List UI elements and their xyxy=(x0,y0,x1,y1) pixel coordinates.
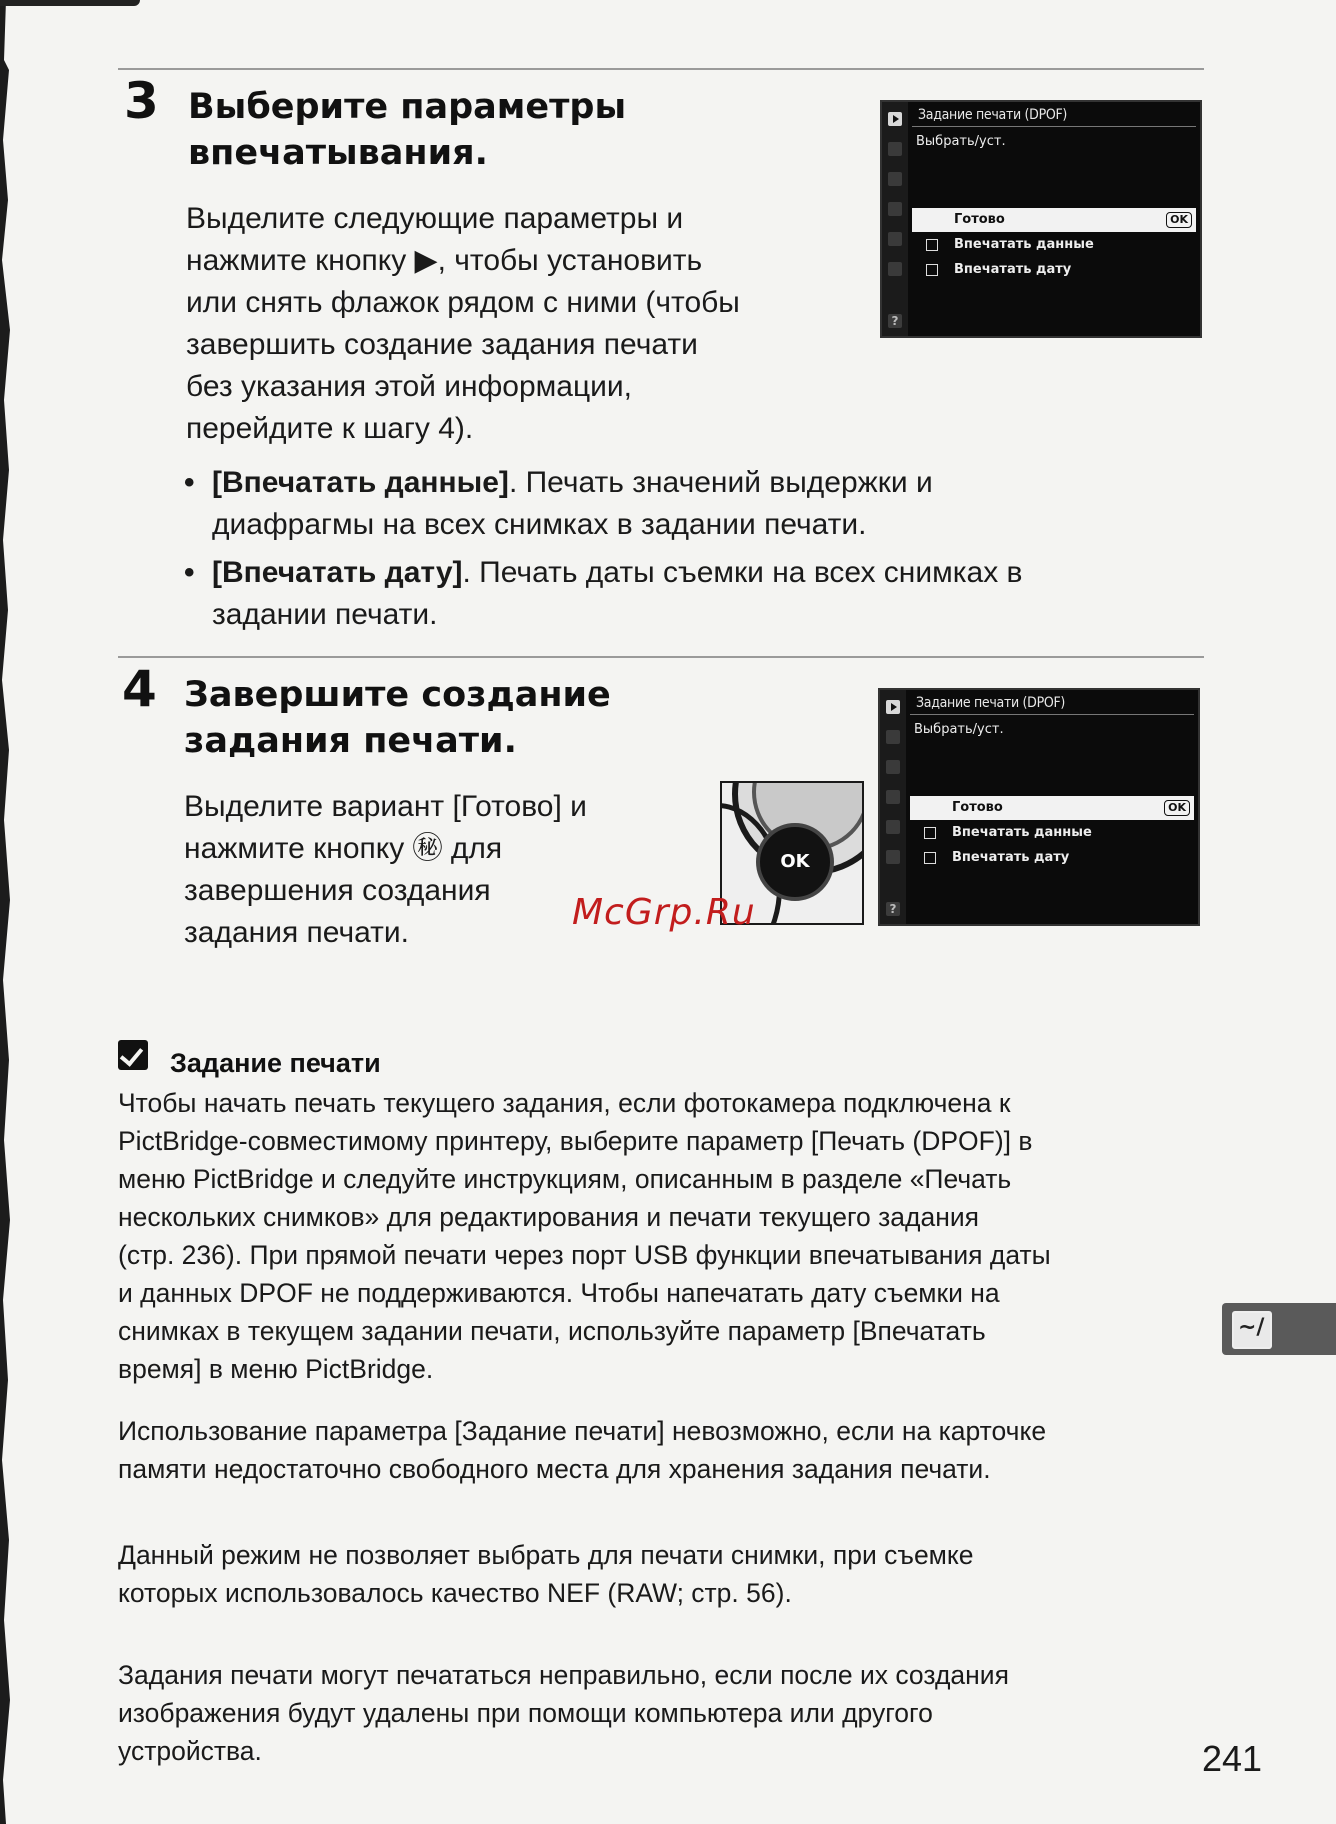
instruction-line: нажмите кнопку ▶, чтобы установить xyxy=(186,244,703,277)
ok-button-icon: OK xyxy=(756,823,834,901)
setup-menu-icon xyxy=(888,202,902,216)
recent-settings-icon xyxy=(886,850,900,864)
note-paragraph xyxy=(118,1656,1208,1770)
step-title xyxy=(184,672,611,764)
bullet-line: задании печати. xyxy=(212,598,438,631)
menu-item-done[interactable] xyxy=(912,208,1196,232)
checkmark-note-icon xyxy=(118,1040,148,1070)
section-divider xyxy=(118,656,1204,658)
note-line: устройства. xyxy=(118,1736,262,1766)
help-icon: ? xyxy=(888,314,902,328)
menu-item-imprint-data[interactable] xyxy=(912,233,1196,257)
step-title-line: Выберите параметры xyxy=(188,87,627,127)
instruction-line: перейдите к шагу 4). xyxy=(186,412,474,445)
shooting-menu-icon xyxy=(886,730,900,744)
step-title xyxy=(188,84,626,176)
section-tab xyxy=(1222,1303,1336,1355)
retouch-menu-icon xyxy=(888,232,902,246)
screen-subtitle: Выбрать/уст. xyxy=(916,134,1006,149)
instruction-line: завершения создания xyxy=(184,874,491,907)
note-line: Данный режим не позволяет выбрать для печати снимки, при съемке xyxy=(118,1540,974,1570)
note-line: Задания печати могут печататься неправильно, если после их создания xyxy=(118,1660,1009,1690)
menu-item-label: Впечатать дату xyxy=(952,850,1070,865)
playback-menu-icon xyxy=(886,700,900,714)
option-name: [Впечатать дату] xyxy=(212,556,463,589)
option-desc: . Печать значений выдержки и xyxy=(508,466,933,499)
step-number: 3 xyxy=(124,72,159,130)
instruction-line: нажмите кнопку ㊙ для xyxy=(184,832,503,865)
custom-settings-icon xyxy=(888,172,902,186)
note-paragraph xyxy=(118,1536,1208,1612)
step-instructions xyxy=(184,786,587,954)
menu-sidebar xyxy=(880,690,906,924)
instruction-line: Выделите вариант [Готово] и xyxy=(184,790,587,823)
camera-menu-screen xyxy=(880,100,1202,338)
camera-menu-screen xyxy=(878,688,1200,926)
instruction-line: задания печати. xyxy=(184,916,409,949)
menu-sidebar xyxy=(882,102,908,336)
bullet-item xyxy=(184,462,933,546)
checkbox-icon xyxy=(924,852,936,864)
section-divider xyxy=(118,68,1204,70)
step-instructions xyxy=(186,198,740,450)
menu-item-done[interactable] xyxy=(910,796,1194,820)
menu-item-imprint-data[interactable] xyxy=(910,821,1194,845)
screen-title-rule xyxy=(912,126,1196,127)
bullet-item xyxy=(184,552,1023,636)
retouch-menu-icon xyxy=(886,820,900,834)
menu-item-label: Впечатать дату xyxy=(954,262,1072,277)
bullet-line xyxy=(212,552,1022,594)
checkbox-icon xyxy=(926,239,938,251)
menu-item-label: Готово xyxy=(954,212,1005,227)
note-line: нескольких снимков» для редактирования и печати текущего задания xyxy=(118,1202,980,1232)
option-name: [Впечатать данные] xyxy=(212,466,509,499)
note-line: PictBridge-совместимому принтеру, выберите параметр [Печать (DPOF)] в xyxy=(118,1126,1033,1156)
note-line: которых использовалось качество NEF (RAW; стр. 56). xyxy=(118,1578,792,1608)
instruction-line: или снять флажок рядом с ними (чтобы xyxy=(186,286,740,319)
screen-title-rule xyxy=(910,714,1194,715)
checkbox-icon xyxy=(926,264,938,276)
shooting-menu-icon xyxy=(888,142,902,156)
screen-title: Задание печати (DPOF) xyxy=(918,107,1068,123)
section-icon-glyph: ~/ xyxy=(1238,1315,1265,1340)
screen-subtitle: Выбрать/уст. xyxy=(914,722,1004,737)
note-line: и данных DPOF не поддерживаются. Чтобы напечатать дату съемки на xyxy=(118,1278,1000,1308)
bullet-dot: • xyxy=(184,466,195,499)
connections-section-icon xyxy=(1232,1311,1272,1349)
instruction-line: завершить создание задания печати xyxy=(186,328,698,361)
menu-item-imprint-date[interactable] xyxy=(910,846,1194,870)
step-title-line: задания печати. xyxy=(184,721,517,761)
recent-settings-icon xyxy=(888,262,902,276)
watermark: McGrp.Ru xyxy=(572,892,756,933)
screen-title: Задание печати (DPOF) xyxy=(916,695,1066,711)
bullet-line: диафрагмы на всех снимках в задании печати. xyxy=(212,508,867,541)
page-number: 241 xyxy=(1202,1738,1263,1779)
binding-edge xyxy=(0,0,14,1824)
ok-badge: OK xyxy=(1166,212,1192,228)
note-line: меню PictBridge и следуйте инструкциям, описанным в разделе «Печать xyxy=(118,1164,1012,1194)
setup-menu-icon xyxy=(886,790,900,804)
note-line: изображения будут удалены при помощи компьютера или другого xyxy=(118,1698,933,1728)
step-title-line: Завершите создание xyxy=(184,675,611,715)
menu-item-label: Готово xyxy=(952,800,1003,815)
note-title: Задание печати xyxy=(170,1048,381,1078)
step-number: 4 xyxy=(122,660,157,718)
bullet-line xyxy=(212,462,933,504)
playback-menu-icon xyxy=(888,112,902,126)
help-icon: ? xyxy=(886,902,900,916)
note-line: Использование параметра [Задание печати] невозможно, если на карточке xyxy=(118,1416,1047,1446)
bullet-dot: • xyxy=(184,556,195,589)
top-edge-mark xyxy=(0,0,140,6)
note-line: (стр. 236). При прямой печати через порт USB функции впечатывания даты xyxy=(118,1240,1051,1270)
checkbox-icon xyxy=(924,827,936,839)
ok-badge: OK xyxy=(1164,800,1190,816)
note-line: время] в меню PictBridge. xyxy=(118,1354,434,1384)
note-line: Чтобы начать печать текущего задания, если фотокамера подключена к xyxy=(118,1088,1011,1118)
option-desc: . Печать даты съемки на всех снимках в xyxy=(462,556,1023,589)
custom-settings-icon xyxy=(886,760,900,774)
menu-item-label: Впечатать данные xyxy=(952,825,1092,840)
instruction-line: Выделите следующие параметры и xyxy=(186,202,684,235)
menu-item-imprint-date[interactable] xyxy=(912,258,1196,282)
menu-item-label: Впечатать данные xyxy=(954,237,1094,252)
instruction-line: без указания этой информации, xyxy=(186,370,632,403)
step-title-line: впечатывания. xyxy=(188,133,488,173)
note-line: снимках в текущем задании печати, используйте параметр [Впечатать xyxy=(118,1316,986,1346)
note-paragraph xyxy=(118,1084,1208,1388)
note-paragraph xyxy=(118,1412,1208,1488)
note-line: памяти недостаточно свободного места для хранения задания печати. xyxy=(118,1454,991,1484)
